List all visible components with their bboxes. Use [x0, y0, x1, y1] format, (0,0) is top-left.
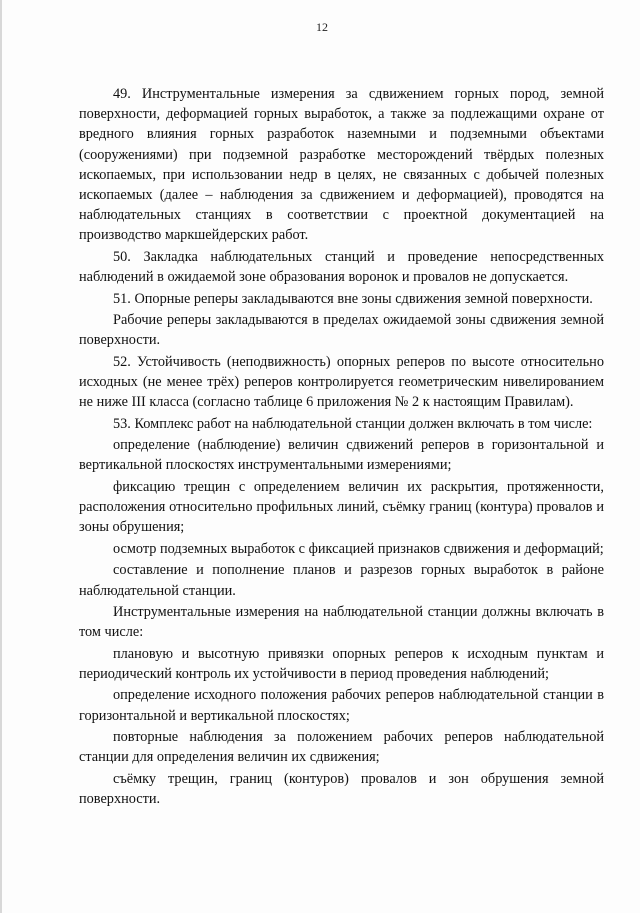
- paragraph-51: 51. Опорные реперы закладываются вне зоны сдвижения земной поверхности.: [113, 290, 593, 307]
- paragraph-52: 52. Устойчивость (неподвижность) опорных реперов по высоте относительно исходных (не менее трёх) реперов контролируется геометрическим нивелированием не ниже III класса (согласно таблице 6 приложения № 2 к настоящим Правилам).: [79, 353, 604, 411]
- page-number: 12: [316, 20, 328, 34]
- document-body: [79, 84, 604, 811]
- list-item-crack-fixation: фиксацию трещин с определением величин их раскрытия, протяженности, расположения относительно профильных линий, съёмку границ (контура) провалов и зоны обрушения;: [79, 478, 604, 536]
- list-item-workings-inspection: осмотр подземных выработок с фиксацией признаков сдвижения и деформаций;: [113, 540, 604, 557]
- list-item-plans-compilation: составление и пополнение планов и разрезов горных выработок в районе наблюдательной станции.: [79, 562, 604, 599]
- paragraph-53: 53. Комплекс работ на наблюдательной станции должен включать в том числе:: [113, 415, 593, 432]
- list-item-displacement-measurement: определение (наблюдение) величин сдвижений реперов в горизонтальной и вертикальной плоскостях инструментальными измерениями;: [79, 437, 604, 474]
- paragraph-instrumental-measurements: Инструментальные измерения на наблюдательной станции должны включать в том числе:: [79, 604, 604, 641]
- list-item-reference-binding: плановую и высотную привязки опорных реперов к исходным пунктам и периодический контроль их устойчивости в период проведения наблюдений;: [79, 645, 604, 682]
- list-item-crack-survey: съёмку трещин, границ (контуров) провалов и зон обрушения земной поверхности.: [79, 770, 604, 808]
- list-item-initial-position: определение исходного положения рабочих реперов наблюдательной станции в горизонтальной и вертикальной плоскостях;: [79, 687, 604, 724]
- paragraph-51-working-benchmarks: Рабочие реперы закладываются в пределах ожидаемой зоны сдвижения земной поверхности.: [79, 312, 604, 349]
- list-item-repeated-observations: повторные наблюдения за положением рабочих реперов наблюдательной станции для определения величин их сдвижения;: [79, 729, 604, 766]
- paragraph-49: 49. Инструментальные измерения за сдвижением горных пород, земной поверхности, деформацией горных выработок, а также за подлежащими охране от вредного влияния горных разработок наземными и подземными объектами (сооружениями) при подземной разработке месторождений твёрдых полезных ископаемых, при использовании недр в целях, не связанных с добычей полезных ископаемых (далее – наблюдения за сдвижением и деформацией), проводятся на наблюдательных станциях в соответствии с проектной документацией на производство маркшейдерских работ.: [79, 86, 604, 244]
- paragraph-50: 50. Закладка наблюдательных станций и проведение непосредственных наблюдений в ожидаемой зоне образования воронок и провалов не допускается.: [79, 248, 604, 286]
